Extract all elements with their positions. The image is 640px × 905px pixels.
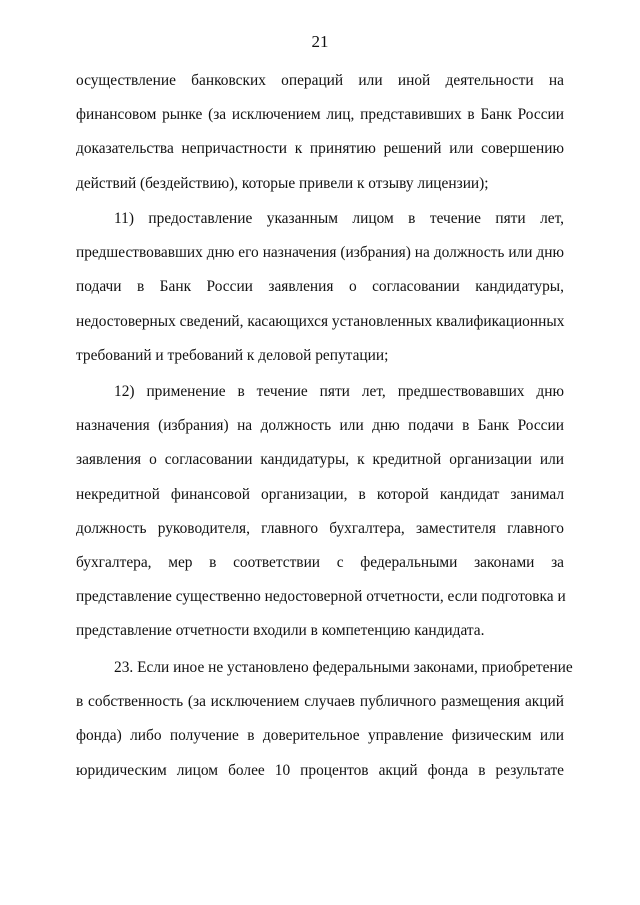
text-line: финансовом рынке (за исключением лиц, представивших в Банк России bbox=[76, 106, 564, 124]
text-line: заявления о согласовании кандидатуры, к кредитной организации или bbox=[76, 451, 564, 469]
text-line: требований и требований к деловой репутации; bbox=[76, 346, 389, 364]
text-line: некредитной финансовой организации, в которой кандидат занимал bbox=[76, 485, 564, 503]
paragraph-item-12 bbox=[76, 375, 564, 649]
text-line: недостоверных сведений, касающихся установленных квалификационных bbox=[76, 312, 565, 330]
text-line: фонда) либо получение в доверительное управление физическим или bbox=[76, 727, 564, 745]
text-line: бухгалтера, мер в соответствии с федеральными законами за bbox=[76, 553, 564, 571]
text-line: действий (бездействию), которые привели к отзыву лицензии); bbox=[76, 174, 489, 192]
text-line: должность руководителя, главного бухгалтера, заместителя главного bbox=[76, 519, 564, 537]
text-line: представление отчетности входили в компетенцию кандидата. bbox=[76, 622, 485, 640]
paragraph-section-23 bbox=[76, 651, 573, 788]
text-line: 11) предоставление указанным лицом в течение пяти лет, bbox=[114, 210, 564, 227]
text-line: назначения (избрания) на должность или дню подачи в Банк России bbox=[76, 417, 564, 435]
text-line: предшествовавших дню его назначения (избрания) на должность или дню bbox=[76, 244, 564, 262]
text-line: юридическим лицом более 10 процентов акций фонда в результате bbox=[76, 761, 564, 779]
text-line: доказательства непричастности к принятию решений или совершению bbox=[76, 140, 564, 158]
text-line: 12) применение в течение пяти лет, предшествовавших дню bbox=[114, 383, 564, 400]
text-line: осуществление банковских операций или иной деятельности на bbox=[76, 72, 564, 89]
text-line: в собственность (за исключением случаев публичного размещения акций bbox=[76, 693, 564, 711]
text-line: 23. Если иное не установлено федеральными законами, приобретение bbox=[114, 659, 573, 676]
text-line: представление существенно недостоверной отчетности, если подготовка и bbox=[76, 588, 566, 606]
page-number: 21 bbox=[311, 32, 329, 51]
text-line: подачи в Банк России заявления о согласовании кандидатуры, bbox=[76, 278, 564, 296]
paragraph-1 bbox=[76, 64, 564, 201]
paragraph-item-11 bbox=[76, 202, 564, 373]
